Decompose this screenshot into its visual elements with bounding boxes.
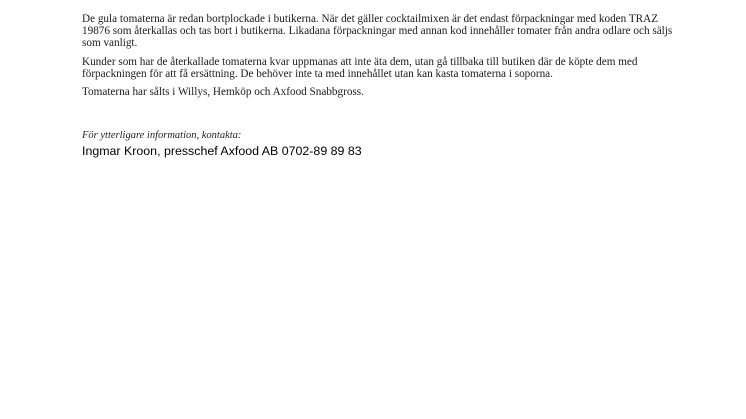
paragraph-recall-details: De gula tomaterna är redan bortplockade i butikerna. När det gäller cocktailmixen är det endast förpackningar med koden TRAZ 19876 som återkallas och tas bort i butikerna. Likadana förpackningar med annan kod innehåller tomater från andra odlare och säljs som vanligt. — [82, 13, 673, 50]
document-body — [82, 13, 682, 158]
contact-label: För ytterligare information, kontakta: — [82, 130, 242, 142]
paragraph-stores: Tomaterna har sålts i Willys, Hemköp och Axfood Snabbgross. — [82, 86, 364, 99]
paragraph-customer-instructions: Kunder som har de återkallade tomaterna kvar uppmanas att inte äta dem, utan gå tillbaka till butiken där de köpte dem med förpackningen för att få ersättning. De behöver inte ta med innehållet utan kan kasta tomaterna i soporna. — [82, 55, 638, 80]
contact-line: Ingmar Kroon, presschef Axfood AB 0702-89 89 83 — [82, 144, 362, 159]
